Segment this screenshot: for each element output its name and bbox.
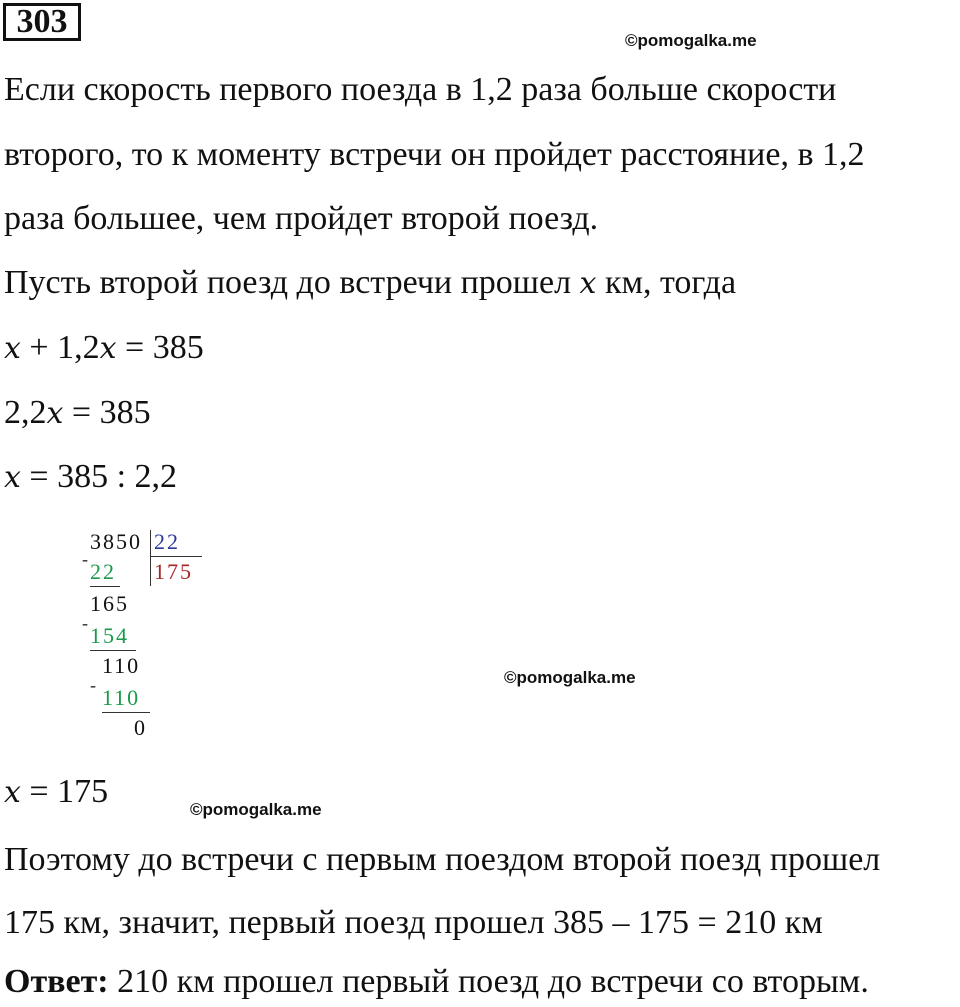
equation-3 bbox=[4, 457, 177, 498]
long-division bbox=[82, 526, 212, 746]
paragraph2-line2: 175 км, значит, первый поезд прошел 385 – 175 = 210 км bbox=[4, 904, 823, 941]
equation-1 bbox=[4, 328, 204, 369]
answer-text: 210 км прошел первый поезд до встречи со вторым. bbox=[108, 963, 869, 1000]
eq2-var: x bbox=[46, 396, 64, 431]
eq4-rhs: = 175 bbox=[20, 773, 109, 810]
let-line-after: км, тогда bbox=[596, 264, 737, 301]
division-rule-3 bbox=[102, 712, 150, 713]
division-minus-2: - bbox=[82, 613, 90, 633]
watermark-top: ©pomogalka.me bbox=[625, 31, 757, 50]
division-remainder-3: 0 bbox=[134, 715, 147, 740]
watermark-bottom: ©pomogalka.me bbox=[190, 800, 322, 819]
eq1-mid: + 1,2 bbox=[20, 329, 100, 366]
problem-number: 303 bbox=[3, 3, 81, 41]
equation-2 bbox=[4, 393, 151, 434]
let-line bbox=[4, 263, 736, 304]
eq1-var2: x bbox=[99, 331, 117, 366]
answer-label: Ответ: bbox=[4, 963, 109, 1000]
division-remainder-2: 110 bbox=[102, 653, 141, 678]
eq3-var: x bbox=[4, 460, 21, 495]
division-subtract-1: 22 bbox=[90, 559, 116, 584]
let-line-variable: x bbox=[579, 266, 597, 301]
division-subtract-3: 110 bbox=[102, 685, 141, 710]
division-quotient: 175 bbox=[154, 559, 193, 584]
division-divisor-underline bbox=[150, 556, 202, 557]
paragraph2-line1: Поэтому до встречи с первым поездом второй поезд прошел bbox=[4, 841, 881, 878]
watermark-middle: ©pomogalka.me bbox=[504, 668, 636, 687]
division-remainder-1: 165 bbox=[90, 591, 129, 616]
division-divisor: 22 bbox=[154, 529, 180, 554]
division-rule-1 bbox=[90, 586, 120, 587]
division-vertical-bar bbox=[150, 530, 151, 586]
eq3-rhs: = 385 : 2,2 bbox=[20, 458, 178, 495]
let-line-before: Пусть второй поезд до встречи прошел bbox=[4, 264, 580, 301]
division-minus-1: - bbox=[82, 549, 90, 569]
paragraph1-line1: Если скорость первого поезда в 1,2 раза больше скорости bbox=[4, 71, 837, 108]
eq4-var: x bbox=[4, 775, 21, 810]
eq2-rhs: = 385 bbox=[63, 394, 151, 431]
eq2-lhs: 2,2 bbox=[4, 394, 47, 431]
paragraph1-line2: второго, то к моменту встречи он пройдет расстояние, в 1,2 bbox=[4, 136, 865, 173]
equation-4 bbox=[4, 772, 108, 813]
division-subtract-2: 154 bbox=[90, 623, 129, 648]
paragraph1-line3: раза большее, чем пройдет второй поезд. bbox=[4, 200, 599, 237]
answer-line bbox=[4, 962, 869, 1002]
eq1-var1: x bbox=[4, 331, 21, 366]
division-minus-3: - bbox=[90, 675, 98, 695]
eq1-rhs: = 385 bbox=[116, 329, 204, 366]
division-dividend: 3850 bbox=[90, 529, 142, 554]
division-rule-2 bbox=[90, 650, 136, 651]
